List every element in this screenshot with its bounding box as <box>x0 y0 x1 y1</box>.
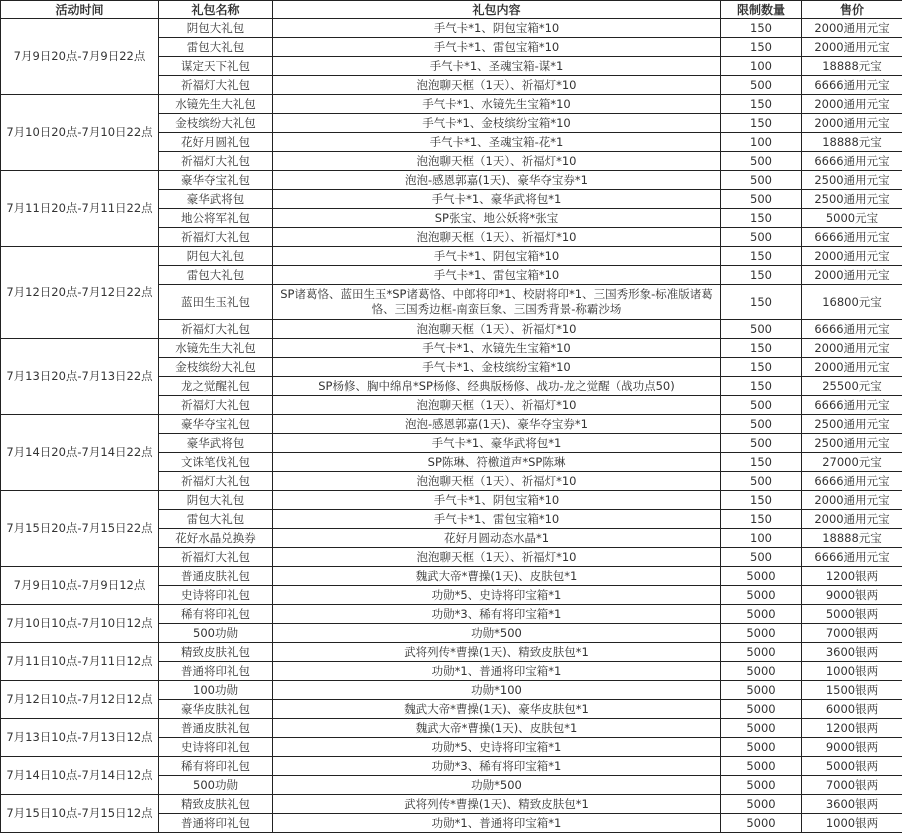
price-cell: 2500通用元宝 <box>802 434 902 453</box>
price-cell: 6666通用元宝 <box>802 396 902 415</box>
pack-name-cell: 豪华武将包 <box>159 190 273 209</box>
pack-content-cell: SP诸葛恪、蓝田生玉*SP诸葛恪、中郎将印*1、校尉将印*1、三国秀形象-标准版诸葛恪、三国秀边框-南蛮巨象、三国秀背景-称霸沙场 <box>273 285 721 320</box>
price-cell: 2000通用元宝 <box>802 339 902 358</box>
activity-time-cell: 7月15日10点-7月15日12点 <box>1 795 159 833</box>
limit-quantity-cell: 500 <box>721 228 802 247</box>
pack-name-cell: 500功勋 <box>159 776 273 795</box>
price-cell: 6666通用元宝 <box>802 472 902 491</box>
table-row <box>1 719 902 738</box>
limit-quantity-cell: 5000 <box>721 605 802 624</box>
price-cell: 18888元宝 <box>802 133 902 152</box>
price-cell: 9000银两 <box>802 738 902 757</box>
pack-name-cell: 豪华武将包 <box>159 434 273 453</box>
table-row <box>1 415 902 434</box>
pack-name-cell: 水镜先生大礼包 <box>159 339 273 358</box>
price-cell: 2000通用元宝 <box>802 358 902 377</box>
table-row <box>1 491 902 510</box>
activity-time-cell: 7月9日20点-7月9日22点 <box>1 19 159 95</box>
pack-content-cell: 泡泡聊天框（1天）、祈福灯*10 <box>273 228 721 247</box>
price-cell: 7000银两 <box>802 776 902 795</box>
price-cell: 2500通用元宝 <box>802 415 902 434</box>
limit-quantity-cell: 5000 <box>721 814 802 833</box>
price-cell: 6666通用元宝 <box>802 228 902 247</box>
table-row <box>1 339 902 358</box>
price-cell: 16800元宝 <box>802 285 902 320</box>
header-content: 礼包内容 <box>273 1 721 19</box>
pack-name-cell: 精致皮肤礼包 <box>159 795 273 814</box>
price-cell: 2500通用元宝 <box>802 190 902 209</box>
limit-quantity-cell: 150 <box>721 38 802 57</box>
pack-name-cell: 豪华夺宝礼包 <box>159 415 273 434</box>
limit-quantity-cell: 500 <box>721 434 802 453</box>
pack-content-cell: 泡泡聊天框（1天）、祈福灯*10 <box>273 396 721 415</box>
limit-quantity-cell: 150 <box>721 19 802 38</box>
price-cell: 27000元宝 <box>802 453 902 472</box>
pack-content-cell: 魏武大帝*曹操(1天)、皮肤包*1 <box>273 567 721 586</box>
pack-content-cell: SP张宝、地公妖将*张宝 <box>273 209 721 228</box>
pack-content-cell: 手气卡*1、阴包宝箱*10 <box>273 19 721 38</box>
activity-time-cell: 7月13日10点-7月13日12点 <box>1 719 159 757</box>
limit-quantity-cell: 5000 <box>721 719 802 738</box>
activity-time-cell: 7月11日20点-7月11日22点 <box>1 171 159 247</box>
price-cell: 5000元宝 <box>802 209 902 228</box>
pack-name-cell: 花好月圆礼包 <box>159 133 273 152</box>
price-cell: 6666通用元宝 <box>802 320 902 339</box>
pack-content-cell: 泡泡聊天框（1天）、祈福灯*10 <box>273 76 721 95</box>
header-time: 活动时间 <box>1 1 159 19</box>
pack-name-cell: 蓝田生玉礼包 <box>159 285 273 320</box>
activity-time-cell: 7月13日20点-7月13日22点 <box>1 339 159 415</box>
limit-quantity-cell: 5000 <box>721 757 802 776</box>
limit-quantity-cell: 500 <box>721 152 802 171</box>
header-limit: 限制数量 <box>721 1 802 19</box>
limit-quantity-cell: 500 <box>721 171 802 190</box>
pack-content-cell: 武将列传*曹操(1天)、精致皮肤包*1 <box>273 643 721 662</box>
pack-name-cell: 祈福灯大礼包 <box>159 320 273 339</box>
limit-quantity-cell: 5000 <box>721 795 802 814</box>
price-cell: 6666通用元宝 <box>802 152 902 171</box>
limit-quantity-cell: 100 <box>721 529 802 548</box>
limit-quantity-cell: 5000 <box>721 643 802 662</box>
price-cell: 3600银两 <box>802 643 902 662</box>
pack-name-cell: 雷包大礼包 <box>159 38 273 57</box>
limit-quantity-cell: 150 <box>721 491 802 510</box>
table-row <box>1 643 902 662</box>
pack-content-cell: 手气卡*1、水镜先生宝箱*10 <box>273 95 721 114</box>
limit-quantity-cell: 100 <box>721 57 802 76</box>
price-cell: 2000通用元宝 <box>802 491 902 510</box>
limit-quantity-cell: 500 <box>721 190 802 209</box>
pack-name-cell: 谋定天下礼包 <box>159 57 273 76</box>
pack-name-cell: 豪华皮肤礼包 <box>159 700 273 719</box>
price-cell: 2000通用元宝 <box>802 114 902 133</box>
pack-name-cell: 史诗将印礼包 <box>159 586 273 605</box>
limit-quantity-cell: 150 <box>721 285 802 320</box>
price-cell: 2000通用元宝 <box>802 266 902 285</box>
price-cell: 6666通用元宝 <box>802 76 902 95</box>
limit-quantity-cell: 5000 <box>721 681 802 700</box>
pack-content-cell: 泡泡聊天框（1天）、祈福灯*10 <box>273 320 721 339</box>
price-cell: 6666通用元宝 <box>802 548 902 567</box>
limit-quantity-cell: 500 <box>721 320 802 339</box>
limit-quantity-cell: 150 <box>721 453 802 472</box>
table-row <box>1 95 902 114</box>
pack-name-cell: 500功勋 <box>159 624 273 643</box>
pack-name-cell: 祈福灯大礼包 <box>159 472 273 491</box>
pack-name-cell: 普通皮肤礼包 <box>159 567 273 586</box>
limit-quantity-cell: 500 <box>721 396 802 415</box>
pack-content-cell: 花好月圆动态水晶*1 <box>273 529 721 548</box>
pack-content-cell: 功勋*1、普通将印宝箱*1 <box>273 814 721 833</box>
pack-content-cell: 手气卡*1、豪华武将包*1 <box>273 190 721 209</box>
table-row <box>1 567 902 586</box>
table-row <box>1 795 902 814</box>
pack-name-cell: 文诛笔伐礼包 <box>159 453 273 472</box>
pack-name-cell: 地公将军礼包 <box>159 209 273 228</box>
pack-content-cell: 泡泡聊天框（1天）、祈福灯*10 <box>273 152 721 171</box>
price-cell: 6000银两 <box>802 700 902 719</box>
limit-quantity-cell: 150 <box>721 247 802 266</box>
pack-name-cell: 豪华夺宝礼包 <box>159 171 273 190</box>
pack-content-cell: 手气卡*1、阴包宝箱*10 <box>273 247 721 266</box>
pack-name-cell: 稀有将印礼包 <box>159 757 273 776</box>
pack-name-cell: 雷包大礼包 <box>159 266 273 285</box>
pack-name-cell: 祈福灯大礼包 <box>159 396 273 415</box>
pack-name-cell: 阴包大礼包 <box>159 491 273 510</box>
activity-time-cell: 7月12日10点-7月12日12点 <box>1 681 159 719</box>
pack-name-cell: 祈福灯大礼包 <box>159 152 273 171</box>
pack-content-cell: 手气卡*1、圣魂宝箱-花*1 <box>273 133 721 152</box>
limit-quantity-cell: 150 <box>721 510 802 529</box>
header-row <box>1 1 902 19</box>
pack-name-cell: 水镜先生大礼包 <box>159 95 273 114</box>
pack-name-cell: 祈福灯大礼包 <box>159 228 273 247</box>
table-body <box>1 19 902 833</box>
limit-quantity-cell: 150 <box>721 95 802 114</box>
pack-name-cell: 祈福灯大礼包 <box>159 548 273 567</box>
limit-quantity-cell: 5000 <box>721 738 802 757</box>
price-cell: 9000银两 <box>802 586 902 605</box>
limit-quantity-cell: 5000 <box>721 586 802 605</box>
activity-time-cell: 7月14日20点-7月14日22点 <box>1 415 159 491</box>
pack-content-cell: 功勋*1、普通将印宝箱*1 <box>273 662 721 681</box>
price-cell: 25500元宝 <box>802 377 902 396</box>
pack-content-cell: 泡泡-感恩郭嘉(1天)、豪华夺宝券*1 <box>273 171 721 190</box>
price-cell: 1000银两 <box>802 814 902 833</box>
price-cell: 18888元宝 <box>802 529 902 548</box>
pack-name-cell: 100功勋 <box>159 681 273 700</box>
price-cell: 2000通用元宝 <box>802 510 902 529</box>
pack-content-cell: 手气卡*1、豪华武将包*1 <box>273 434 721 453</box>
pack-content-cell: 功勋*3、稀有将印宝箱*1 <box>273 605 721 624</box>
activity-time-cell: 7月12日20点-7月12日22点 <box>1 247 159 339</box>
price-cell: 2000通用元宝 <box>802 247 902 266</box>
pack-name-cell: 雷包大礼包 <box>159 510 273 529</box>
pack-content-cell: 手气卡*1、雷包宝箱*10 <box>273 510 721 529</box>
pack-content-cell: 功勋*500 <box>273 624 721 643</box>
table-row <box>1 681 902 700</box>
price-cell: 2000通用元宝 <box>802 95 902 114</box>
price-cell: 2000通用元宝 <box>802 19 902 38</box>
limit-quantity-cell: 5000 <box>721 624 802 643</box>
price-cell: 7000银两 <box>802 624 902 643</box>
limit-quantity-cell: 150 <box>721 339 802 358</box>
limit-quantity-cell: 100 <box>721 133 802 152</box>
limit-quantity-cell: 5000 <box>721 567 802 586</box>
pack-content-cell: 手气卡*1、阴包宝箱*10 <box>273 491 721 510</box>
pack-content-cell: 功勋*500 <box>273 776 721 795</box>
pack-content-cell: 手气卡*1、水镜先生宝箱*10 <box>273 339 721 358</box>
limit-quantity-cell: 5000 <box>721 700 802 719</box>
price-cell: 5000银两 <box>802 757 902 776</box>
pack-name-cell: 精致皮肤礼包 <box>159 643 273 662</box>
price-cell: 18888元宝 <box>802 57 902 76</box>
limit-quantity-cell: 500 <box>721 415 802 434</box>
table-row <box>1 247 902 266</box>
pack-content-cell: 泡泡-感恩郭嘉(1天)、豪华夺宝券*1 <box>273 415 721 434</box>
limit-quantity-cell: 150 <box>721 114 802 133</box>
pack-content-cell: 手气卡*1、雷包宝箱*10 <box>273 38 721 57</box>
limit-quantity-cell: 150 <box>721 358 802 377</box>
limit-quantity-cell: 500 <box>721 472 802 491</box>
limit-quantity-cell: 150 <box>721 377 802 396</box>
pack-name-cell: 普通将印礼包 <box>159 814 273 833</box>
pack-name-cell: 普通皮肤礼包 <box>159 719 273 738</box>
limit-quantity-cell: 5000 <box>721 662 802 681</box>
price-cell: 1000银两 <box>802 662 902 681</box>
table-row <box>1 605 902 624</box>
pack-name-cell: 普通将印礼包 <box>159 662 273 681</box>
limit-quantity-cell: 500 <box>721 548 802 567</box>
pack-name-cell: 稀有将印礼包 <box>159 605 273 624</box>
pack-content-cell: SP杨修、胸中绵帛*SP杨修、经典版杨修、战功-龙之觉醒（战功点50) <box>273 377 721 396</box>
pack-name-cell: 阴包大礼包 <box>159 247 273 266</box>
pack-name-cell: 金枝缤纷大礼包 <box>159 114 273 133</box>
pack-content-cell: 功勋*100 <box>273 681 721 700</box>
header-name: 礼包名称 <box>159 1 273 19</box>
pack-content-cell: 功勋*3、稀有将印宝箱*1 <box>273 757 721 776</box>
pack-content-cell: SP陈琳、符檄道声*SP陈琳 <box>273 453 721 472</box>
table-row <box>1 757 902 776</box>
pack-name-cell: 阴包大礼包 <box>159 19 273 38</box>
table-row <box>1 19 902 38</box>
pack-content-cell: 功勋*5、史诗将印宝箱*1 <box>273 586 721 605</box>
limit-quantity-cell: 150 <box>721 266 802 285</box>
header-price: 售价 <box>802 1 902 19</box>
activity-time-cell: 7月15日20点-7月15日22点 <box>1 491 159 567</box>
activity-time-cell: 7月10日10点-7月10日12点 <box>1 605 159 643</box>
pack-name-cell: 金枝缤纷大礼包 <box>159 358 273 377</box>
activity-time-cell: 7月14日10点-7月14日12点 <box>1 757 159 795</box>
pack-content-cell: 魏武大帝*曹操(1天)、皮肤包*1 <box>273 719 721 738</box>
limit-quantity-cell: 150 <box>721 209 802 228</box>
price-cell: 2000通用元宝 <box>802 38 902 57</box>
pack-name-cell: 祈福灯大礼包 <box>159 76 273 95</box>
pack-name-cell: 花好水晶兑换券 <box>159 529 273 548</box>
pack-content-cell: 手气卡*1、圣魂宝箱-谋*1 <box>273 57 721 76</box>
price-cell: 5000银两 <box>802 605 902 624</box>
table-header <box>1 1 902 19</box>
pack-content-cell: 魏武大帝*曹操(1天)、豪华皮肤包*1 <box>273 700 721 719</box>
activity-time-cell: 7月9日10点-7月9日12点 <box>1 567 159 605</box>
limit-quantity-cell: 500 <box>721 76 802 95</box>
pack-content-cell: 手气卡*1、金枝缤纷宝箱*10 <box>273 358 721 377</box>
pack-name-cell: 龙之觉醒礼包 <box>159 377 273 396</box>
pack-content-cell: 武将列传*曹操(1天)、精致皮肤包*1 <box>273 795 721 814</box>
pack-content-cell: 功勋*5、史诗将印宝箱*1 <box>273 738 721 757</box>
activity-time-cell: 7月10日20点-7月10日22点 <box>1 95 159 171</box>
price-cell: 3600银两 <box>802 795 902 814</box>
pack-content-cell: 手气卡*1、雷包宝箱*10 <box>273 266 721 285</box>
pack-name-cell: 史诗将印礼包 <box>159 738 273 757</box>
activity-time-cell: 7月11日10点-7月11日12点 <box>1 643 159 681</box>
price-cell: 1200银两 <box>802 567 902 586</box>
price-cell: 2500通用元宝 <box>802 171 902 190</box>
limit-quantity-cell: 5000 <box>721 776 802 795</box>
pack-content-cell: 泡泡聊天框（1天）、祈福灯*10 <box>273 472 721 491</box>
pack-content-cell: 手气卡*1、金枝缤纷宝箱*10 <box>273 114 721 133</box>
pack-content-cell: 泡泡聊天框（1天）、祈福灯*10 <box>273 548 721 567</box>
price-cell: 1500银两 <box>802 681 902 700</box>
table-row <box>1 171 902 190</box>
price-cell: 1200银两 <box>802 719 902 738</box>
